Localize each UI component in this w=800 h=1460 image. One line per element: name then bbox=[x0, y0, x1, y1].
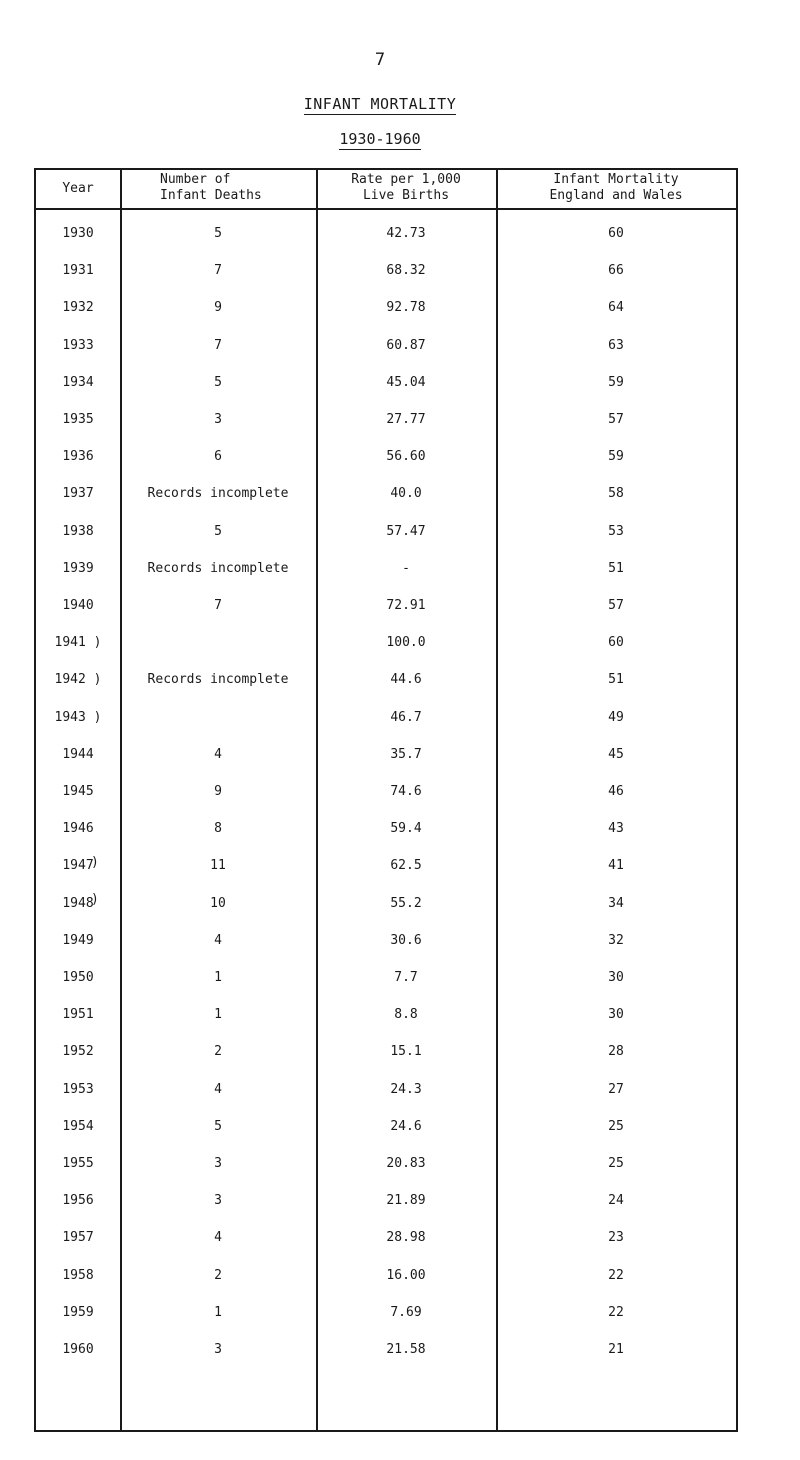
bracket-mark: ) bbox=[91, 855, 99, 870]
table-row bbox=[36, 403, 736, 437]
england-wales-cell: 30 bbox=[608, 970, 624, 985]
table-row bbox=[36, 291, 736, 325]
deaths-cell: 5 bbox=[214, 226, 222, 241]
year-cell: 1960 bbox=[62, 1342, 94, 1357]
england-wales-cell: 60 bbox=[608, 635, 624, 651]
subtitle-text: 1930-1960 bbox=[339, 130, 421, 148]
england-wales-cell: 66 bbox=[608, 263, 624, 279]
rate-cell: 21.58 bbox=[386, 1342, 426, 1357]
deaths-cell: 5 bbox=[214, 523, 222, 539]
document-subtitle bbox=[0, 130, 760, 148]
england-wales-cell: 25 bbox=[608, 1118, 624, 1134]
deaths-cell: 7 bbox=[214, 598, 222, 613]
header-rate-line2: Live Births bbox=[362, 188, 450, 203]
header-deaths-line1: Number of bbox=[160, 172, 231, 187]
year-cell: 1951 bbox=[62, 1007, 94, 1023]
year-cell: 1936 bbox=[62, 449, 94, 465]
rate-cell: 100.0 bbox=[386, 635, 426, 651]
deaths-cell: 7 bbox=[214, 263, 222, 279]
year-cell: 1940 bbox=[62, 598, 94, 613]
england-wales-cell: 32 bbox=[608, 932, 624, 948]
table-row bbox=[36, 1259, 736, 1293]
header-year: Year bbox=[62, 181, 94, 196]
rate-cell: 15.1 bbox=[390, 1044, 422, 1060]
header-deaths bbox=[120, 172, 316, 206]
year-cell: 1956 bbox=[62, 1193, 94, 1209]
table-row bbox=[36, 1333, 736, 1367]
deaths-cell: 2 bbox=[214, 1267, 222, 1283]
table-row bbox=[36, 998, 736, 1032]
bracket-mark: ) bbox=[91, 892, 99, 907]
year-cell: 1959 bbox=[62, 1304, 94, 1320]
england-wales-cell: 58 bbox=[608, 486, 624, 502]
year-cell: 1932 bbox=[62, 300, 94, 316]
table-row bbox=[36, 366, 736, 400]
table-row bbox=[36, 477, 736, 511]
rate-cell: 68.32 bbox=[386, 263, 426, 279]
england-wales-cell: 25 bbox=[608, 1156, 624, 1171]
rate-cell: 20.83 bbox=[386, 1156, 426, 1171]
rate-cell: 24.3 bbox=[390, 1081, 422, 1097]
deaths-cell: 9 bbox=[214, 784, 222, 799]
table-row bbox=[36, 961, 736, 995]
rate-cell: 7.7 bbox=[394, 970, 418, 985]
rate-cell: - bbox=[402, 560, 410, 576]
deaths-cell bbox=[120, 626, 316, 660]
england-wales-cell: 51 bbox=[608, 672, 624, 688]
england-wales-cell: 30 bbox=[608, 1007, 624, 1023]
england-wales-cell: 27 bbox=[608, 1081, 624, 1097]
table-row bbox=[36, 701, 736, 735]
england-wales-cell: 46 bbox=[608, 784, 624, 799]
rate-cell: 35.7 bbox=[390, 746, 422, 762]
table-row bbox=[36, 1184, 736, 1218]
year-cell: 1946 bbox=[62, 821, 94, 837]
rate-cell: 27.77 bbox=[386, 412, 426, 427]
deaths-cell: Records incomplete bbox=[147, 560, 289, 576]
rate-cell: 16.00 bbox=[386, 1267, 426, 1283]
header-ew-line2: England and Wales bbox=[549, 188, 683, 203]
document-title bbox=[0, 95, 760, 113]
table-row bbox=[36, 329, 736, 363]
england-wales-cell: 51 bbox=[608, 560, 624, 576]
table-row bbox=[36, 552, 736, 586]
deaths-cell: 3 bbox=[214, 1342, 222, 1357]
page-number: 7 bbox=[374, 50, 386, 70]
year-cell: 1938 bbox=[62, 523, 94, 539]
deaths-cell: 4 bbox=[214, 746, 222, 762]
year-cell: 1930 bbox=[62, 226, 94, 241]
rate-cell: 8.8 bbox=[394, 1007, 418, 1023]
year-cell: 1941 ) bbox=[54, 635, 102, 651]
rate-cell: 46.7 bbox=[390, 709, 422, 725]
year-cell: 1944 bbox=[62, 746, 94, 762]
rate-cell: 7.69 bbox=[390, 1304, 422, 1320]
table-row bbox=[36, 849, 736, 883]
deaths-cell: 5 bbox=[214, 1118, 222, 1134]
deaths-cell: 3 bbox=[214, 412, 222, 427]
table-row bbox=[36, 775, 736, 809]
rate-cell: 60.87 bbox=[386, 337, 426, 353]
year-cell: 1943 ) bbox=[54, 709, 102, 725]
header-deaths-line2: Infant Deaths bbox=[160, 188, 262, 203]
england-wales-cell: 57 bbox=[608, 598, 624, 613]
year-cell: 1937 bbox=[62, 486, 94, 502]
rate-cell: 59.4 bbox=[390, 821, 422, 837]
england-wales-cell: 28 bbox=[608, 1044, 624, 1060]
england-wales-cell: 63 bbox=[608, 337, 624, 353]
england-wales-cell: 21 bbox=[608, 1342, 624, 1357]
year-cell: 1958 bbox=[62, 1267, 94, 1283]
rate-cell: 45.04 bbox=[386, 374, 426, 390]
england-wales-cell: 43 bbox=[608, 821, 624, 837]
table-row bbox=[36, 1147, 736, 1181]
year-cell: 1947 bbox=[62, 858, 94, 874]
deaths-cell: Records incomplete bbox=[147, 486, 289, 502]
table-row bbox=[36, 1073, 736, 1107]
table-row bbox=[36, 1296, 736, 1330]
rate-cell: 30.6 bbox=[390, 932, 422, 948]
table-row bbox=[36, 812, 736, 846]
header-rate-line1: Rate per 1,000 bbox=[351, 172, 461, 187]
year-cell: 1950 bbox=[62, 970, 94, 985]
header-rate bbox=[316, 172, 496, 206]
rate-cell: 42.73 bbox=[386, 226, 426, 241]
deaths-cell: 4 bbox=[214, 1230, 222, 1246]
deaths-cell: 3 bbox=[214, 1156, 222, 1171]
england-wales-cell: 34 bbox=[608, 895, 624, 911]
rate-cell: 44.6 bbox=[390, 672, 422, 688]
rate-cell: 28.98 bbox=[386, 1230, 426, 1246]
england-wales-cell: 60 bbox=[608, 226, 624, 241]
year-cell: 1934 bbox=[62, 374, 94, 390]
deaths-cell: 4 bbox=[214, 1081, 222, 1097]
year-cell: 1931 bbox=[62, 263, 94, 279]
year-cell: 1945 bbox=[62, 784, 94, 799]
table-row bbox=[36, 515, 736, 549]
deaths-cell: 3 bbox=[214, 1193, 222, 1209]
rate-cell: 56.60 bbox=[386, 449, 426, 465]
table-row bbox=[36, 626, 736, 660]
england-wales-cell: 24 bbox=[608, 1193, 624, 1209]
table-row bbox=[36, 663, 736, 697]
year-cell: 1952 bbox=[62, 1044, 94, 1060]
table-row bbox=[36, 254, 736, 288]
infant-mortality-table bbox=[34, 168, 738, 1432]
england-wales-cell: 23 bbox=[608, 1230, 624, 1246]
england-wales-cell: 22 bbox=[608, 1267, 624, 1283]
table-row bbox=[36, 440, 736, 474]
deaths-cell: 9 bbox=[214, 300, 222, 316]
year-cell: 1933 bbox=[62, 337, 94, 353]
title-text: INFANT MORTALITY bbox=[303, 95, 457, 113]
deaths-cell: 1 bbox=[214, 1304, 222, 1320]
table-row bbox=[36, 887, 736, 921]
table-row bbox=[36, 738, 736, 772]
england-wales-cell: 64 bbox=[608, 300, 624, 316]
year-cell: 1953 bbox=[62, 1081, 94, 1097]
deaths-cell: 5 bbox=[214, 374, 222, 390]
england-wales-cell: 49 bbox=[608, 709, 624, 725]
header-england-wales bbox=[496, 172, 736, 206]
header-divider bbox=[36, 208, 736, 210]
year-cell: 1955 bbox=[62, 1156, 94, 1171]
deaths-cell: 8 bbox=[214, 821, 222, 837]
year-cell: 1949 bbox=[62, 932, 94, 948]
deaths-cell: 1 bbox=[214, 1007, 222, 1023]
deaths-cell: Records incomplete bbox=[147, 672, 289, 688]
deaths-cell: 1 bbox=[214, 970, 222, 985]
england-wales-cell: 57 bbox=[608, 412, 624, 427]
table-row bbox=[36, 589, 736, 623]
england-wales-cell: 59 bbox=[608, 374, 624, 390]
year-cell: 1935 bbox=[62, 412, 94, 427]
table-row bbox=[36, 924, 736, 958]
deaths-cell: 4 bbox=[214, 932, 222, 948]
deaths-cell: 10 bbox=[210, 895, 226, 911]
rate-cell: 40.0 bbox=[390, 486, 422, 502]
rate-cell: 24.6 bbox=[390, 1118, 422, 1134]
england-wales-cell: 41 bbox=[608, 858, 624, 874]
england-wales-cell: 59 bbox=[608, 449, 624, 465]
table-row bbox=[36, 1221, 736, 1255]
england-wales-cell: 45 bbox=[608, 746, 624, 762]
deaths-cell: 2 bbox=[214, 1044, 222, 1060]
rate-cell: 21.89 bbox=[386, 1193, 426, 1209]
rate-cell: 57.47 bbox=[386, 523, 426, 539]
rate-cell: 55.2 bbox=[390, 895, 422, 911]
year-cell: 1957 bbox=[62, 1230, 94, 1246]
rate-cell: 92.78 bbox=[386, 300, 426, 316]
year-cell: 1939 bbox=[62, 560, 94, 576]
england-wales-cell: 53 bbox=[608, 523, 624, 539]
rate-cell: 72.91 bbox=[386, 598, 426, 613]
year-cell: 1954 bbox=[62, 1118, 94, 1134]
deaths-cell: 11 bbox=[210, 858, 226, 874]
table-row bbox=[36, 217, 736, 251]
england-wales-cell: 22 bbox=[608, 1304, 624, 1320]
table-row bbox=[36, 1110, 736, 1144]
rate-cell: 62.5 bbox=[390, 858, 422, 874]
year-cell: 1948 bbox=[62, 895, 94, 911]
deaths-cell: 6 bbox=[214, 449, 222, 465]
deaths-cell bbox=[120, 701, 316, 735]
year-cell: 1942 ) bbox=[54, 672, 102, 688]
deaths-cell: 7 bbox=[214, 337, 222, 353]
rate-cell: 74.6 bbox=[390, 784, 422, 799]
header-ew-line1: Infant Mortality bbox=[553, 172, 679, 187]
table-row bbox=[36, 1035, 736, 1069]
